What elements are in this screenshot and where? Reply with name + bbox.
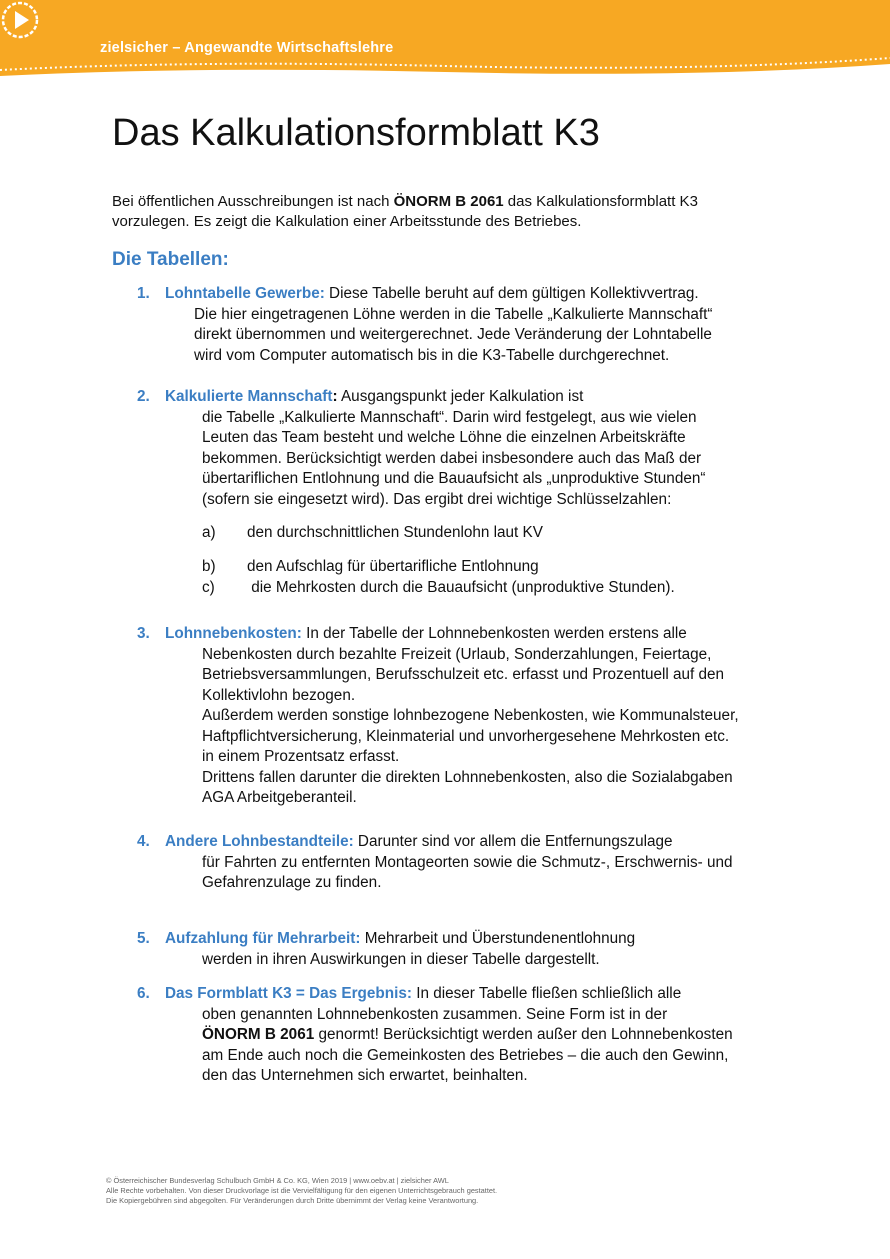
section-title: Die Tabellen: <box>112 249 229 270</box>
item-number: 6. <box>137 985 150 1002</box>
item-body: für Fahrten zu entfernten Montageorten sowie die Schmutz-, Erschwernis- und Gefahrenzulage zu finden. <box>202 853 733 891</box>
item-number: 5. <box>137 930 150 947</box>
item-number: 1. <box>137 285 150 302</box>
item-body: oben genannten Lohnnebenkosten zusammen. Seine Form ist in der ÖNORM B 2061 genormt! Berücksichtigt werden außer den Lohnnebenkosten am Ende auch noch die Gemeinkosten des Betriebes – die auch den Gewinn, den das Unternehmen sich erwartet, beinhalten. <box>202 1005 733 1084</box>
header-banner <box>0 0 890 85</box>
norm-reference: ÖNORM B 2061 <box>393 193 504 210</box>
copyright-footer: © Österreichischer Bundesverlag Schulbuch GmbH & Co. KG, Wien 2019 | www.oebv.at | zielsicher AWL Alle Rechte vorbehalten. Von dieser Druckvorlage ist die Vervielfältigung für den eigenen Unterrichtsgebrauch gestattet. Die Kopiergebühren sind abgegolten. Für Veränderungen durch Dritte übernimmt der Verlag keine Verantwortung. <box>106 1176 498 1205</box>
brand-title: zielsicher – Angewandte Wirtschaftslehre <box>100 40 394 56</box>
sub-item: c) die Mehrkosten durch die Bauaufsicht (unproduktive Stunden). <box>202 579 675 596</box>
item-number: 2. <box>137 388 150 405</box>
item-body: die Tabelle „Kalkulierte Mannschaft“. Darin wird festgelegt, aus wie vielen Leuten das Team besteht und welche Löhne die einzelnen Arbeitskräfte bekommen. Berücksichtigt werden dabei insbesondere auch das Maß der übertariflichen Entlohnung und die Bauaufsicht als „unproduktive Stunden“ (sofern sie eingesetzt wird). Das ergibt drei wichtige Schlüsselzahlen: <box>202 408 706 508</box>
norm-reference: ÖNORM B 2061 <box>202 1026 315 1043</box>
item-label: Das Formblatt K3 = Das Ergebnis: <box>165 985 412 1002</box>
item-label: Lohntabelle Gewerbe: <box>165 285 325 302</box>
item-body: werden in ihren Auswirkungen in dieser Tabelle dargestellt. <box>202 950 600 968</box>
item-body: Die hier eingetragenen Löhne werden in die Tabelle „Kalkulierte Mannschaft“ direkt übernommen und weitergerechnet. Jede Veränderung der Lohntabelle wird vom Computer automatisch bis in die K3-Tabelle durchgerechnet. <box>194 305 713 364</box>
item-number: 4. <box>137 833 150 850</box>
item-number: 3. <box>137 625 150 642</box>
item-label: Andere Lohnbestandteile: <box>165 833 354 850</box>
sub-item: b) den Aufschlag für übertarifliche Entlohnung <box>202 558 539 575</box>
item-label: Lohnnebenkosten: <box>165 625 302 642</box>
play-logo-icon <box>0 0 40 40</box>
item-label: Aufzahlung für Mehrarbeit: <box>165 930 361 947</box>
item-body: Nebenkosten durch bezahlte Freizeit (Urlaub, Sonderzahlungen, Feiertage, Betriebsversammlungen, Berufsschulzeit etc. erfasst und Prozentuell auf den Kollektivlohn bezogen. Außerdem werden sonstige lohnbezogene Nebenkosten, wie Kommunalsteuer, Haftpflichtversicherung, Kleinmaterial und unvorhergesehene Mehrkosten etc. in einem Prozentsatz erfasst. Drittens fallen darunter die direkten Lohnnebenkosten, also die Sozialabgaben AGA Arbeitgeberanteil. <box>202 645 739 806</box>
sub-item: a) den durchschnittlichen Stundenlohn laut KV <box>202 524 543 541</box>
page-title: Das Kalkulationsformblatt K3 <box>112 112 600 154</box>
intro-paragraph: Bei öffentlichen Ausschreibungen ist nach ÖNORM B 2061 das Kalkulationsformblatt K3 vorzulegen. Es zeigt die Kalkulation einer Arbeitsstunde des Betriebes. <box>112 193 698 230</box>
item-label: Kalkulierte Mannschaft <box>165 388 333 405</box>
